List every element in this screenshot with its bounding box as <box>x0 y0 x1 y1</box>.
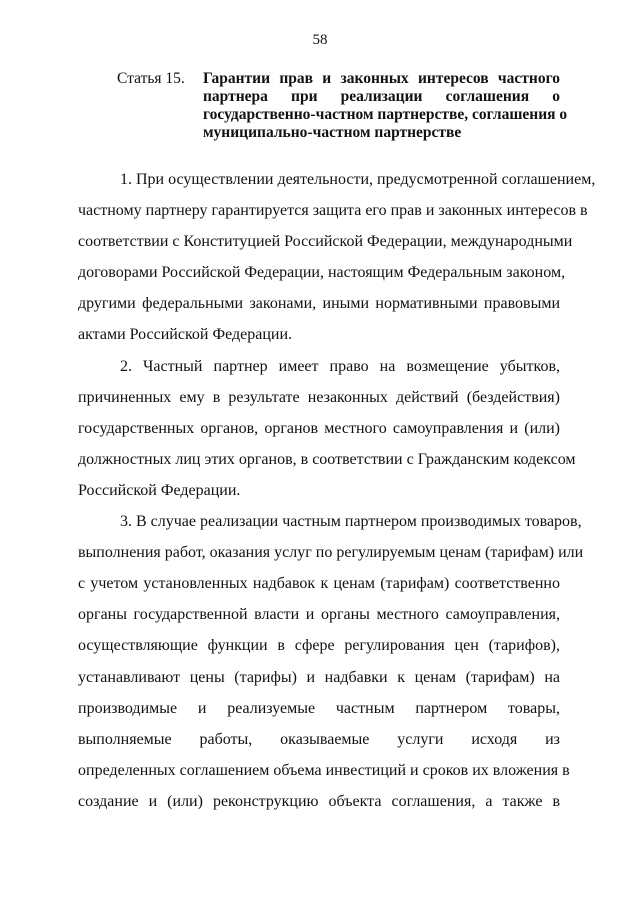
text-line: другими федеральными законами, иными нормативными правовыми <box>78 295 560 313</box>
text-line: 1. При осуществлении деятельности, предусмотренной соглашением, <box>120 171 596 188</box>
text-line: органы государственной власти и органы местного самоуправления, <box>78 606 560 624</box>
text-line: соответствии с Конституцией Российской Федерации, международными <box>78 233 573 251</box>
article-title <box>203 70 568 142</box>
page-number: 58 <box>312 32 328 48</box>
text-line: выполнения работ, оказания услуг по регулируемым ценам (тарифам) или <box>78 544 584 562</box>
article-label: Статья 15. <box>117 70 185 87</box>
text-line: причиненных ему в результате незаконных действий (бездействия) <box>78 388 560 406</box>
text-line: устанавливают цены (тарифы) и надбавки к ценам (тарифам) на <box>78 668 560 686</box>
text-line: Российской Федерации. <box>78 481 241 499</box>
text-line: договорами Российской Федерации, настоящим Федеральным законом, <box>78 264 566 282</box>
text-line: частному партнеру гарантируется защита его прав и законных интересов в <box>78 202 588 220</box>
text-line: 2. Частный партнер имеет право на возмещение убытков, <box>120 357 560 375</box>
text-line: выполняемые работы, оказываемые услуги исходя из <box>78 730 560 748</box>
article-title-line: муниципально-частном партнерстве <box>203 124 462 141</box>
text-line: создание и (или) реконструкцию объекта соглашения, а также в <box>78 792 560 810</box>
text-line: осуществляющие функции в сфере регулирования цен (тарифов), <box>78 637 560 655</box>
article-title-line: государственно-частном партнерстве, соглашения о <box>203 106 568 123</box>
text-line: 3. В случае реализации частным партнером производимых товаров, <box>120 513 582 531</box>
article-body <box>78 164 596 817</box>
text-line: определенных соглашением объема инвестиций и сроков их вложения в <box>78 761 570 779</box>
paragraph-2 <box>78 351 576 506</box>
paragraph-3 <box>78 506 584 817</box>
text-line: должностных лиц этих органов, в соответствии с Гражданским кодексом <box>78 450 576 468</box>
text-line: производимые и реализуемые частным партнером товары, <box>78 699 560 717</box>
paragraph-1 <box>78 164 596 351</box>
text-line: государственных органов, органов местного самоуправления и (или) <box>78 419 560 437</box>
article-title-line: Гарантии прав и законных интересов частного <box>203 70 560 87</box>
text-line: с учетом установленных надбавок к ценам (тарифам) соответственно <box>78 575 560 593</box>
text-line: актами Российской Федерации. <box>78 326 293 344</box>
article-title-line: партнера при реализации соглашения о <box>203 88 560 105</box>
